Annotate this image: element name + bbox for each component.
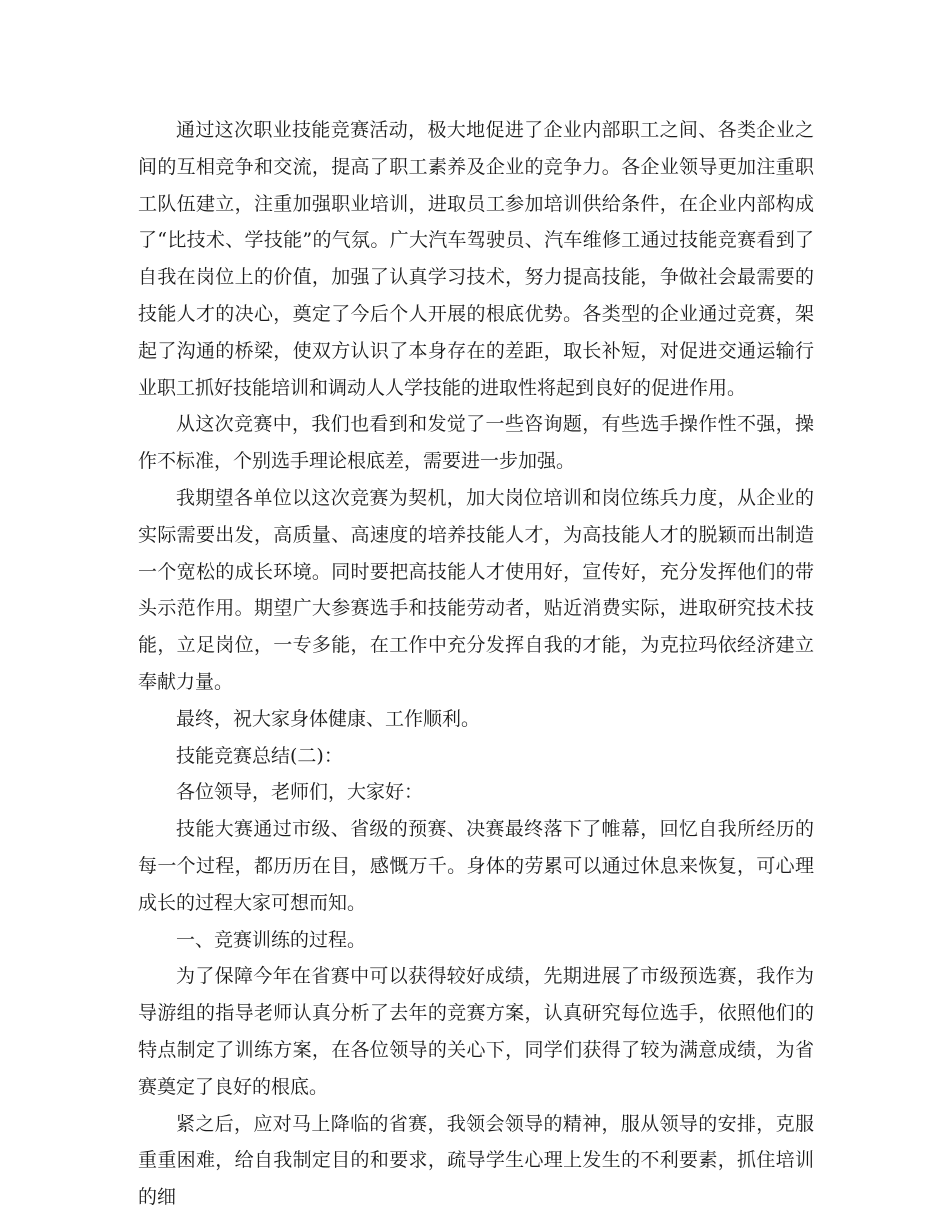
paragraph: 通过这次职业技能竞赛活动，极大地促进了企业内部职工之间、各类企业之间的互相竞争和交流，提高了职工素养及企业的竞争力。各企业领导更加注重职工队伍建立，注重加强职业培训，进取员工参加培训供给条件，在企业内部构成了“比技术、学技能”的气氛。广大汽车驾驶员、汽车维修工通过技能竞赛看到了自我在岗位上的价值，加强了认真学习技术，努力提高技能，争做社会最需要的技能人才的决心，奠定了今后个人开展的根底优势。各类型的企业通过竞赛，架起了沟通的桥梁，使双方认识了本身存在的差距，取长补短，对促进交通运输行业职工抓好技能培训和调动人人学技能的进取性将起到良好的促进作用。 [138, 119, 814, 399]
paragraph: 技能大赛通过市级、省级的预赛、决赛最终落下了帷幕，回忆自我所经历的每一个过程，都历历在目，感慨万千。身体的劳累可以通过休息来恢复，可心理成长的过程大家可想而知。 [138, 818, 814, 914]
section-heading: 技能竞赛总结(二)： [176, 744, 343, 767]
paragraph: 为了保障今年在省赛中可以获得较好成绩，先期进展了市级预选赛，我作为导游组的指导老师认真分析了去年的竞赛方案，认真研究每位选手，依照他们的特点制定了训练方案，在各位领导的关心下，同学们获得了较为满意成绩，为省赛奠定了良好的根底。 [138, 965, 814, 1098]
subsection-heading: 一、竞赛训练的过程。 [176, 928, 367, 951]
document-body [138, 112, 814, 1216]
paragraph: 最终，祝大家身体健康、工作顺利。 [176, 707, 481, 730]
paragraph: 我期望各单位以这次竞赛为契机，加大岗位培训和岗位练兵力度，从企业的实际需要出发，高质量、高速度的培养技能人才，为高技能人才的脱颖而出制造一个宽松的成长环境。同时要把高技能人才使用好，宣传好，充分发挥他们的带头示范作用。期望广大参赛选手和技能劳动者，贴近消费实际，进取研究技术技能，立足岗位，一专多能，在工作中充分发挥自我的才能，为克拉玛依经济建立奉献力量。 [138, 486, 814, 693]
salutation: 各位领导，老师们，大家好： [176, 781, 424, 804]
paragraph: 紧之后，应对马上降临的省赛，我领会领导的精神，服从领导的安排，克服重重困难，给自我制定目的和要求，疏导学生心理上发生的不利要素，抓住培训的细 [138, 1112, 814, 1209]
paragraph: 从这次竞赛中，我们也看到和发觉了一些咨询题，有些选手操作性不强，操作不标准，个别选手理论根底差，需要进一步加强。 [138, 413, 814, 473]
